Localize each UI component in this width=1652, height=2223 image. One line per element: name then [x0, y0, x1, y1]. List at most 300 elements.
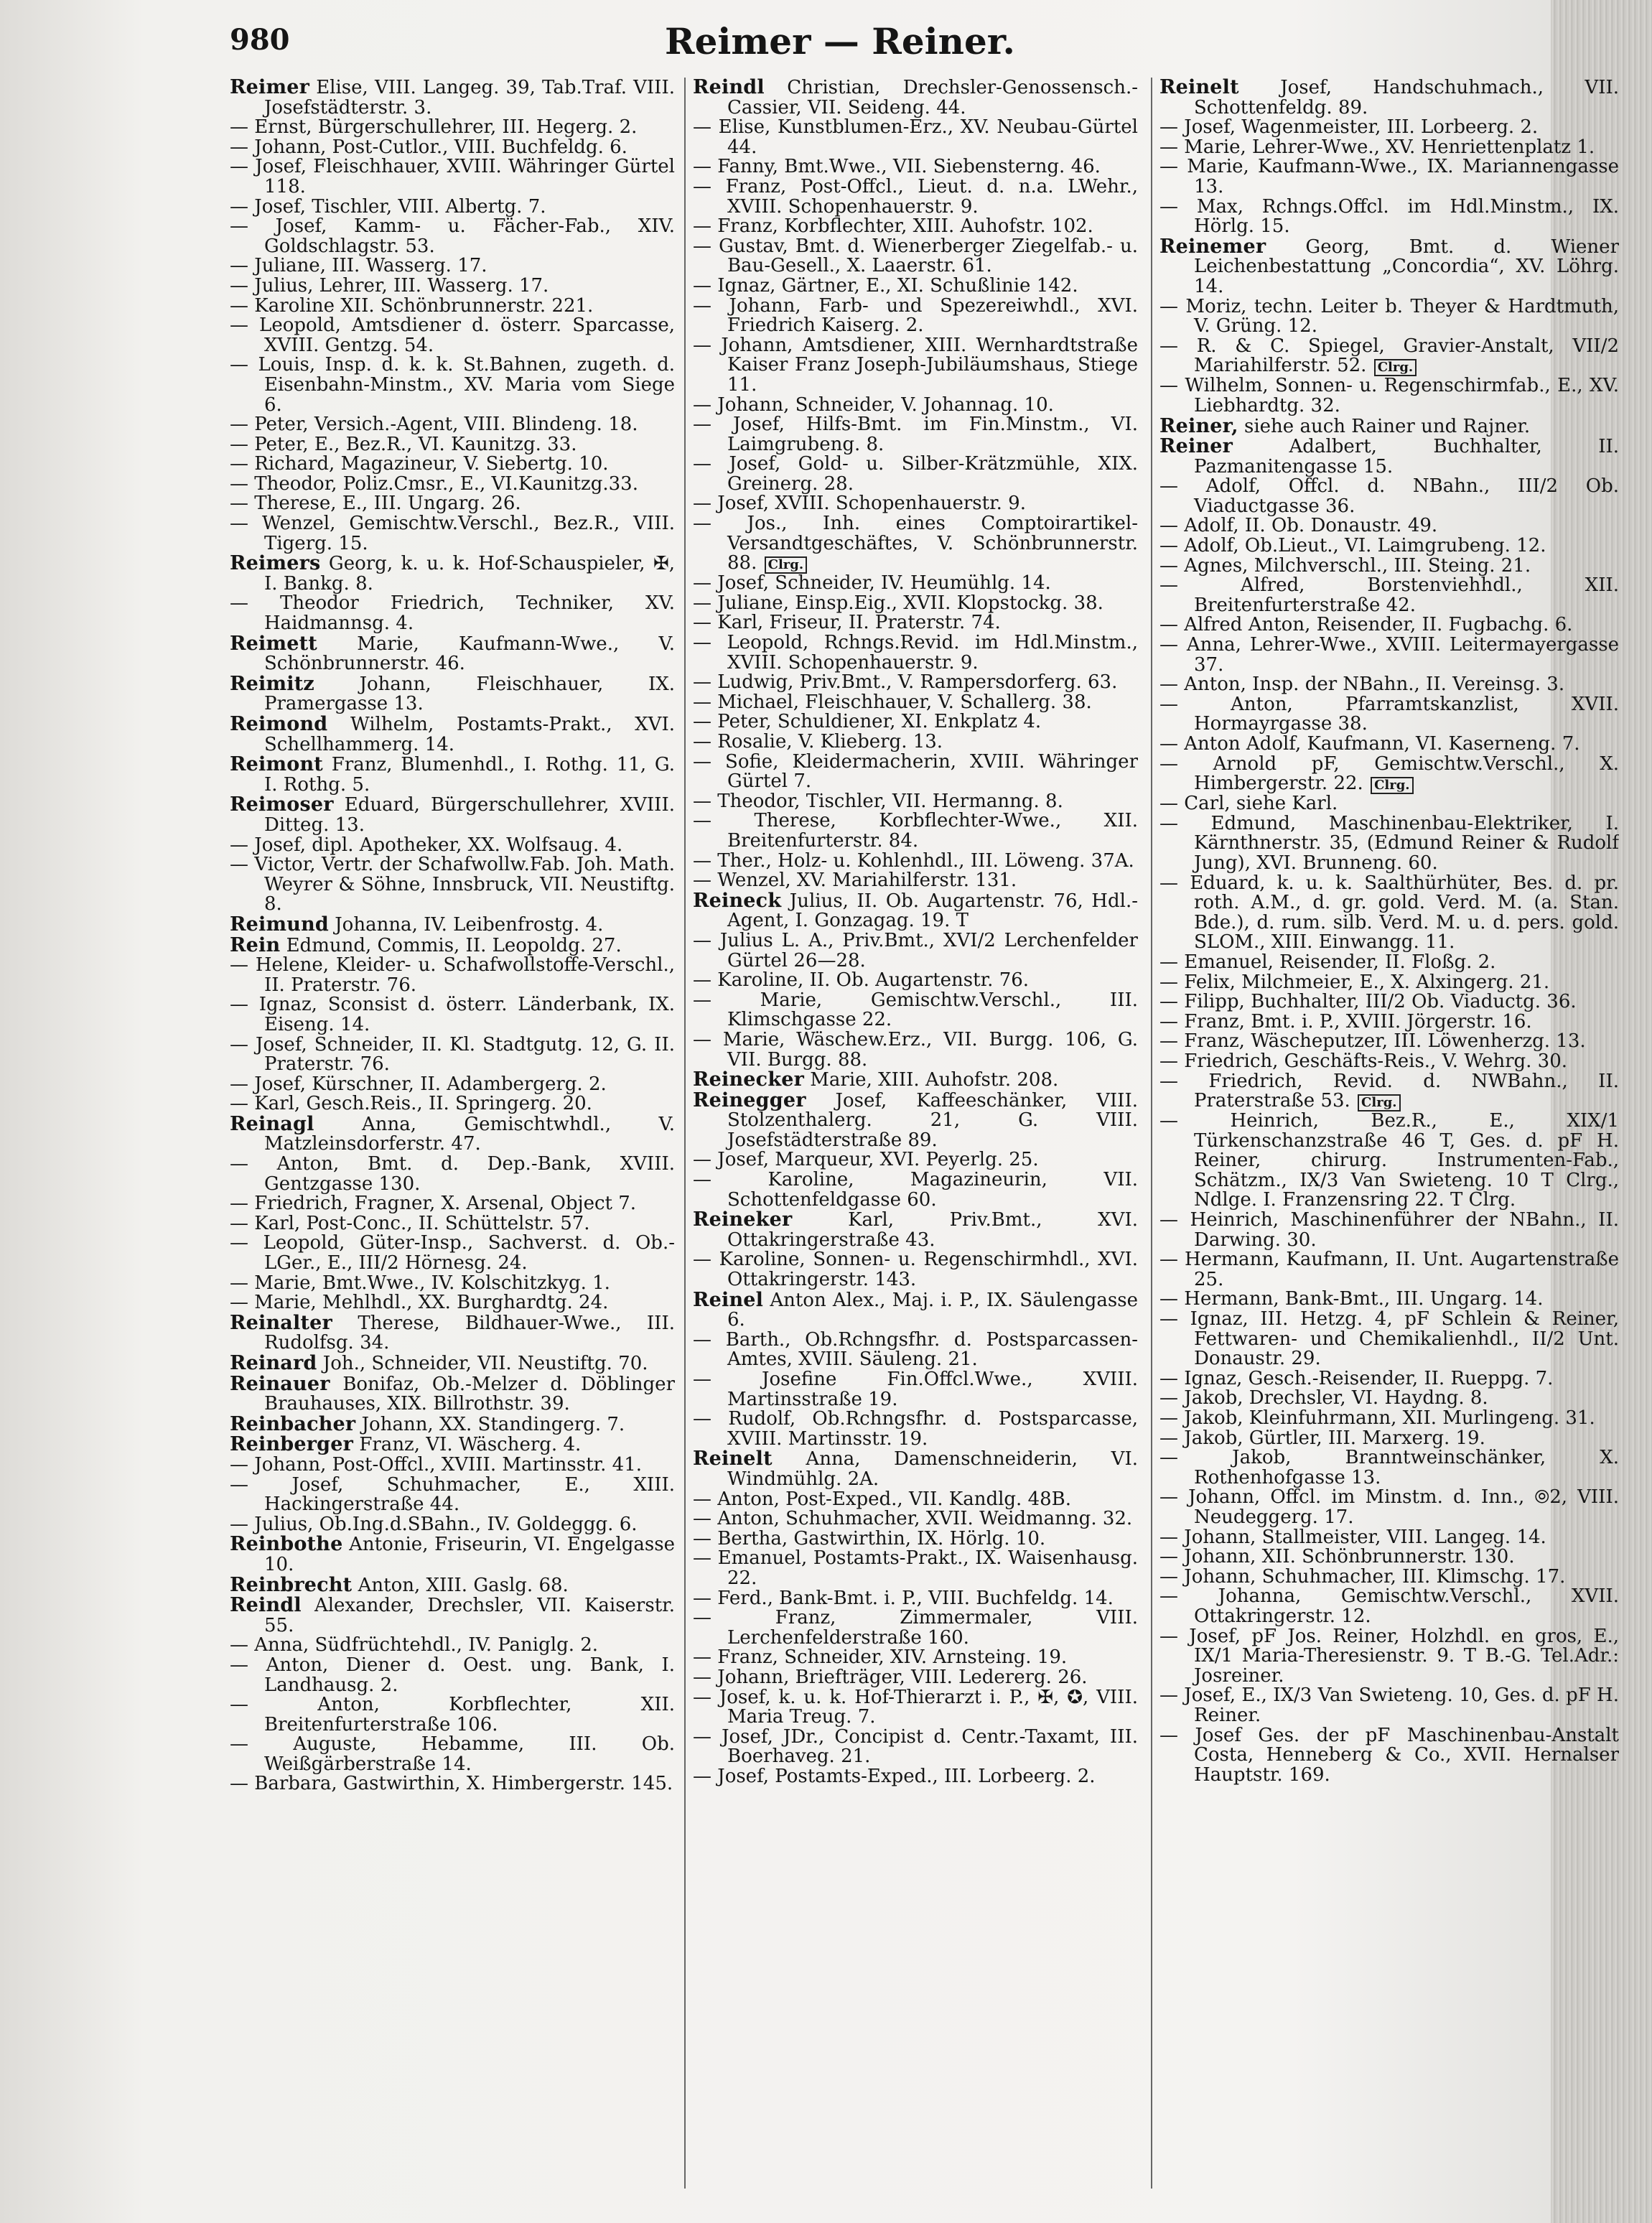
- entry-surname: Rein: [230, 933, 281, 956]
- directory-entry: [230, 554, 675, 594]
- entry-text: — Richard, Magazineur, V. Siebertg. 10.: [230, 453, 609, 475]
- directory-entry: [230, 1194, 675, 1214]
- entry-text: — Marie, Kaufmann-Wwe., IX. Mariannengasse 13.: [1159, 156, 1619, 197]
- directory-entry: [230, 472, 675, 495]
- entry-text: — Sofie, Kleidermacherin, XVIII. Währinger Gürtel 7.: [693, 750, 1138, 793]
- directory-entry: [1159, 1112, 1619, 1211]
- entry-text: — Friedrich, Fragner, X. Arsenal, Object 7.: [230, 1193, 637, 1215]
- entry-text: Christian, Drechsler-Genossensch.-Cassier, VII. Seideng. 44.: [727, 78, 1138, 118]
- directory-entry: [230, 1155, 675, 1194]
- entry-text: Karl, Priv.Bmt., XVI. Ottakringerstraße 43.: [727, 1209, 1138, 1251]
- entry-text: — Therese, Korbflechter-Wwe., XII. Breitenfurterstr. 84.: [693, 810, 1138, 852]
- entry-text: — Josef, Postamts-Exped., III. Lorbeerg. 2.: [693, 1765, 1096, 1787]
- directory-entry: [230, 78, 675, 118]
- entry-text: — Moriz, techn. Leiter b. Theyer & Hardtmuth, V. Grüng. 12.: [1159, 295, 1619, 337]
- entry-text: Elise, VIII. Langeg. 39, Tab.Traf. VIII. Josefstädterstr. 3.: [264, 78, 675, 118]
- directory-entry: [230, 1473, 675, 1516]
- entry-text: Johann, Fleischhauer, IX. Pramergasse 13.: [264, 673, 675, 715]
- entry-text: — Josef, Hilfs-Bmt. im Fin.Minstm., VI. Laimgrubeng. 8.: [693, 414, 1138, 455]
- directory-entry: [230, 355, 675, 415]
- directory-entry: [693, 1030, 1138, 1070]
- entry-text: — Josef Ges. der pF Maschinenbau-Anstalt Costa, Henneberg & Co., XVII. Hernalser Hauptstr. 169.: [1159, 1724, 1619, 1786]
- entry-text: — Johann, Schneider, V. Johannag. 10.: [693, 393, 1054, 416]
- directory-entry: [230, 836, 675, 856]
- entry-text: — Juliane, Einsp.Eig., XVII. Klopstockg. 38.: [693, 592, 1103, 614]
- directory-entry: [230, 1575, 675, 1596]
- entry-text: — Anton, Diener d. Oest. ung. Bank, I. Landhausg. 2.: [230, 1654, 675, 1696]
- directory-entry: [1159, 477, 1619, 516]
- directory-entry: [693, 613, 1138, 633]
- entry-text: — Franz, Korbflechter, XIII. Auhofstr. 102.: [693, 215, 1093, 238]
- entry-text: — Juliane, III. Wasserg. 17.: [230, 255, 487, 277]
- entry-text: — Gustav, Bmt. d. Wienerberger Ziegelfab.- u. Bau-Gesell., X. Laaerstr. 61.: [693, 235, 1138, 277]
- entry-surname: Reinagl: [230, 1112, 314, 1135]
- entry-text: — Hermann, Kaufmann, II. Unt. Augartenstraße 25.: [1159, 1249, 1619, 1290]
- entry-surname: Reinecker: [693, 1068, 805, 1091]
- directory-entry: [693, 415, 1138, 455]
- entry-text: — Adolf, Offcl. d. NBahn., III/2 Ob. Viaductgasse 36.: [1159, 475, 1619, 517]
- directory-entry: [1159, 794, 1619, 814]
- entry-text: — Jakob, Drechsler, VI. Haydng. 8.: [1159, 1387, 1488, 1409]
- entry-text: — Theodor Friedrich, Techniker, XV. Haidmannsg. 4.: [230, 592, 675, 635]
- entry-surname: Reinbacher: [230, 1412, 356, 1435]
- directory-entry: [693, 1409, 1138, 1449]
- directory-entry: [230, 256, 675, 276]
- directory-entry: [1159, 1369, 1619, 1389]
- directory-entry: [230, 714, 675, 755]
- entry-surname: Reinelt: [1159, 78, 1239, 98]
- entry-surname: Reindl: [230, 1594, 302, 1617]
- directory-entry: [1159, 536, 1619, 556]
- entry-surname: Reimont: [230, 753, 323, 776]
- directory-entry: [693, 336, 1138, 396]
- entry-surname: Reinbrecht: [230, 1573, 353, 1596]
- directory-entry: [693, 1170, 1138, 1210]
- entry-text: — Anton, Korbflechter, XII. Breitenfurterstraße 106.: [230, 1694, 675, 1735]
- directory-entry: [230, 1774, 675, 1794]
- entry-surname: Reinberger: [230, 1433, 354, 1456]
- directory-entry: [1159, 1488, 1619, 1527]
- entry-text: Franz, Blumenhdl., I. Rothg. 11, G. I. Rothg. 5.: [264, 754, 675, 796]
- entry-text: — Wenzel, Gemischtw.Verschl., Bez.R., VIII. Tigerg. 15.: [230, 513, 675, 554]
- directory-entry: [693, 712, 1138, 732]
- directory-entry: [693, 1668, 1138, 1688]
- directory-entry: [1159, 1528, 1619, 1548]
- entry-surname: Reinauer: [230, 1372, 330, 1395]
- directory-entry: [230, 514, 675, 554]
- entry-text: — Ignaz, Gesch.-Reisender, II. Rueppg. 7.: [1159, 1367, 1554, 1389]
- entry-text: — Felix, Milchmeier, E., X. Alxingerg. 21.: [1159, 971, 1550, 993]
- directory-entry: [693, 1688, 1138, 1728]
- directory-entry: [693, 673, 1138, 693]
- entry-text: — Barth., Ob.Rchngsfhr. d. Postsparcassen-Amtes, XVIII. Säuleng. 21.: [693, 1328, 1138, 1371]
- entry-surname: Reineker: [693, 1208, 793, 1231]
- entry-text: — Therese, E., III. Ungarg. 26.: [230, 493, 521, 515]
- directory-entry: [230, 594, 675, 633]
- column-2: [693, 78, 1138, 2203]
- entry-text: Alexander, Drechsler, VII. Kaiserstr. 55.: [264, 1595, 675, 1636]
- entry-text: — Karl, Friseur, II. Praterstr. 74.: [693, 612, 1001, 634]
- entry-text: — Friedrich, Geschäfts-Reis., V. Wehrg. 30.: [1159, 1050, 1568, 1072]
- directory-entry: [230, 1735, 675, 1774]
- entry-text: — Emanuel, Postamts-Prakt., IX. Waisenhausg. 22.: [693, 1547, 1138, 1589]
- entry-text: Marie, Kaufmann-Wwe., V. Schönbrunnerstr. 46.: [264, 633, 675, 675]
- clearing-badge: Clrg.: [1371, 777, 1414, 794]
- directory-entry: [693, 393, 1138, 416]
- directory-entry: [693, 1490, 1138, 1510]
- directory-entry: [230, 138, 675, 158]
- directory-entry: [230, 674, 675, 714]
- entry-text: Therese, Bildhauer-Wwe., III. Rudolfsg. 34.: [264, 1312, 675, 1354]
- entry-text: — Wilhelm, Sonnen- u. Regenschirmfab., E., XV. Liebhardtg. 32.: [1159, 375, 1619, 416]
- entry-text: — Jakob, Kleinfuhrmann, XII. Murlingeng. 31.: [1159, 1407, 1595, 1429]
- entry-text: Julius, II. Ob. Augartenstr. 76, Hdl.-Agent, I. Gonzagag. 19. T: [727, 890, 1138, 932]
- entry-text: — Josef, pF Jos. Reiner, Holzhdl. en gros, E., IX/1 Maria-Theresienstr. 9. T B.-G. Tel.Adr.: Josreiner.: [1159, 1625, 1619, 1687]
- entry-text: — Josef, Marqueur, XVI. Peyerlg. 25.: [693, 1149, 1039, 1171]
- entry-text: — Edmund, Maschinenbau-Elektriker, I. Kärnthnerstr. 35, (Edmund Reiner & Rudolf Jung), XVI. Brunneng. 60.: [1159, 812, 1619, 874]
- entry-text: — Bertha, Gastwirthin, IX. Hörlg. 10.: [693, 1527, 1046, 1549]
- entry-text: — Barbara, Gastwirthin, X. Himbergerstr. 145.: [230, 1773, 673, 1795]
- directory-entry: [1159, 437, 1619, 477]
- directory-entry: [1159, 1052, 1619, 1072]
- entry-text: — Rudolf, Ob.Rchngsfhr. d. Postsparcasse, XVIII. Martinsstr. 19.: [693, 1408, 1138, 1450]
- entry-surname: Reimitz: [230, 672, 314, 695]
- directory-entry: [693, 849, 1138, 872]
- directory-entry: [693, 494, 1138, 514]
- clearing-badge: Clrg.: [765, 556, 808, 574]
- directory-entry: [693, 1449, 1138, 1489]
- directory-entry: [230, 1455, 675, 1476]
- entry-text: Anton, XIII. Gaslg. 68.: [352, 1574, 569, 1596]
- entry-surname: Reinemer: [1159, 235, 1266, 258]
- directory-entry: [693, 1725, 1138, 1768]
- directory-entry: [1159, 992, 1619, 1012]
- entry-text: — Jakob, Branntweinschänker, X. Rothenhofgasse 13.: [1159, 1447, 1619, 1488]
- entry-text: — Hermann, Bank-Bmt., III. Ungarg. 14.: [1159, 1288, 1544, 1310]
- directory-entry: [693, 157, 1138, 177]
- column-rule: [684, 78, 686, 2189]
- directory-entry: [693, 237, 1138, 276]
- directory-entry: [693, 1549, 1138, 1588]
- entry-text: — Josef, Schneider, II. Kl. Stadtgutg. 12, G. II. Praterstr. 76.: [230, 1033, 675, 1076]
- column-rule: [1151, 78, 1152, 2189]
- entry-text: — Filipp, Buchhalter, III/2 Ob. Viaductg. 36.: [1159, 991, 1577, 1013]
- directory-entry: [1159, 1389, 1619, 1409]
- directory-entry: [230, 795, 675, 835]
- entry-text: — Alfred, Borstenviehhdl., XII. Breitenfurterstraße 42.: [1159, 574, 1619, 616]
- entry-text: — Ernst, Bürgerschullehrer, III. Hegerg. 2.: [230, 116, 638, 139]
- directory-entry: [693, 1648, 1138, 1668]
- directory-entry: [230, 157, 675, 197]
- directory-entry: [1159, 1409, 1619, 1429]
- directory-entry: [1159, 1627, 1619, 1687]
- entry-text: — Franz, Bmt. i. P., XVIII. Jörgerstr. 16.: [1159, 1010, 1532, 1033]
- entry-text: — Julius, Lehrer, III. Wasserg. 17.: [230, 274, 549, 297]
- directory-entry: [230, 995, 675, 1035]
- directory-entry: [693, 177, 1138, 217]
- clearing-badge: Clrg.: [1358, 1094, 1401, 1112]
- entry-text: — Josef, Fleischhauer, XVIII. Währinger Gürtel 118.: [230, 156, 675, 197]
- directory-entry: [1159, 1290, 1619, 1310]
- directory-entry: [1159, 576, 1619, 615]
- directory-entry: [230, 1435, 675, 1455]
- entry-text: — Johann, XII. Schönbrunnerstr. 130.: [1159, 1546, 1515, 1568]
- directory-entry: [693, 811, 1138, 851]
- directory-entry: [230, 1094, 675, 1114]
- entry-text: — Anton, Schuhmacher, XVII. Weidmanng. 32.: [693, 1508, 1133, 1530]
- entry-surname: Reimers: [230, 552, 321, 575]
- entry-text: — Leopold, Güter-Insp., Sachverst. d. Ob.-LGer., E., III/2 Hörnesg. 24.: [230, 1232, 675, 1274]
- entry-text: — Emanuel, Reisender, II. Floßg. 2.: [1159, 951, 1496, 973]
- entry-text: — Johann, Stallmeister, VIII. Langeg. 14.: [1159, 1526, 1546, 1548]
- directory-entry: [230, 1534, 675, 1575]
- entry-surname: Reinard: [230, 1352, 317, 1374]
- directory-entry: [1159, 416, 1619, 437]
- directory-entry: [693, 1509, 1138, 1529]
- directory-entry: [230, 1656, 675, 1695]
- directory-entry: [1159, 1686, 1619, 1725]
- entry-text: Josef, Handschuhmach., VII. Schottenfeldg. 89.: [1194, 78, 1619, 118]
- directory-entry: [1159, 635, 1619, 675]
- entry-text: — Josef, Schneider, IV. Heumühlg. 14.: [693, 572, 1051, 595]
- directory-entry: [1159, 237, 1619, 297]
- directory-entry: [693, 78, 1138, 118]
- directory-entry: [1159, 157, 1619, 197]
- directory-entry: [693, 1608, 1138, 1648]
- directory-entry: [230, 1695, 675, 1735]
- directory-entry: [693, 1290, 1138, 1330]
- clearing-badge: Clrg.: [1374, 359, 1417, 376]
- directory-entry: [230, 755, 675, 795]
- entry-text: — Johann, Schuhmacher, III. Klimschg. 17.: [1159, 1565, 1566, 1588]
- entry-text: — Adolf, Ob.Lieut., VI. Laimgrubeng. 12.: [1159, 535, 1546, 557]
- entry-text: — Josef, Gold- u. Silber-Krätzmühle, XIX. Greinerg. 28.: [693, 453, 1138, 495]
- entry-text: — Auguste, Hebamme, III. Ob. Weißgärberstraße 14.: [230, 1733, 675, 1775]
- running-title: Reimer — Reiner.: [665, 20, 1015, 62]
- directory-entry: [1159, 516, 1619, 536]
- directory-entry: [1159, 1726, 1619, 1786]
- entry-text: — Jakob, Gürtler, III. Marxerg. 19.: [1159, 1427, 1485, 1449]
- directory-entry: [230, 1293, 675, 1313]
- entry-text: — Peter, Versich.-Agent, VIII. Blindeng. 18.: [230, 414, 638, 436]
- entry-text: Georg, k. u. k. Hof-Schauspieler, ✠, I. Bankg. 8.: [264, 553, 675, 595]
- directory-entry: [230, 1075, 675, 1095]
- directory-entry: [230, 217, 675, 256]
- directory-entry: [230, 197, 675, 218]
- column-3: [1159, 78, 1619, 2203]
- directory-entry: [1159, 376, 1619, 416]
- directory-entry: [230, 435, 675, 455]
- directory-entry: [693, 931, 1138, 971]
- entry-surname: Reinegger: [693, 1089, 806, 1112]
- directory-entry: [693, 1529, 1138, 1549]
- directory-entry: [693, 514, 1138, 574]
- entry-text: — Josef, k. u. k. Hof-Thierarzt i. P., ✠, ✪, VIII. Maria Treug. 7.: [693, 1686, 1138, 1728]
- entry-text: — Johann, Amtsdiener, XIII. Wernhardtstraße Kaiser Franz Joseph-Jubiläumshaus, Stiege 11.: [693, 334, 1138, 396]
- entry-text: — Josef, dipl. Apotheker, XX. Wolfsaug. 4.: [230, 834, 623, 856]
- entry-text: — Johann, Farb- und Spezereiwhdl., XVI. Friedrich Kaiserg. 2.: [693, 294, 1138, 337]
- entry-surname: Reindl: [693, 78, 765, 98]
- entry-text: Georg, Bmt. d. Wiener Leichenbestattung „Concordia“, XV. Löhrg. 14.: [1194, 236, 1619, 297]
- directory-entry: [1159, 138, 1619, 158]
- entry-text: — Marie, Gemischtw.Verschl., III. Klimschgasse 22.: [693, 989, 1138, 1031]
- entry-text: — Johann, Post-Cutlor., VIII. Buchfeldg. 6.: [230, 136, 627, 158]
- directory-entry: [693, 1091, 1138, 1151]
- entry-text: — Anton, Bmt. d. Dep.-Bank, XVIII. Gentzgasse 130.: [230, 1153, 675, 1195]
- entry-text: — Carl, siehe Karl.: [1159, 793, 1338, 815]
- directory-entry: [1159, 1072, 1619, 1112]
- entry-text: — Ferd., Bank-Bmt. i. P., VIII. Buchfeldg. 14.: [693, 1587, 1114, 1609]
- directory-entry: [693, 276, 1138, 297]
- entry-surname: Reimoser: [230, 793, 334, 816]
- directory-entry: [230, 316, 675, 355]
- entry-surname: Reimett: [230, 632, 317, 655]
- directory-entry: [1159, 1310, 1619, 1369]
- directory-entry: [230, 1636, 675, 1656]
- entry-text: — Franz, Schneider, XIV. Arnsteing. 19.: [693, 1646, 1068, 1669]
- directory-entry: [230, 455, 675, 475]
- directory-entry: [230, 956, 675, 995]
- entry-text: — Johann, Briefträger, VIII. Ledererg. 26.: [693, 1666, 1088, 1688]
- directory-entry: [230, 415, 675, 435]
- entry-text: — Josef, Kürschner, II. Adambergerg. 2.: [230, 1073, 607, 1095]
- directory-entry: [1159, 1448, 1619, 1488]
- directory-entry: [1159, 752, 1619, 795]
- entry-text: — Marie, Mehlhdl., XX. Burghardtg. 24.: [230, 1292, 609, 1314]
- entry-text: Johann, XX. Standingerg. 7.: [355, 1413, 625, 1435]
- entry-text: — Louis, Insp. d. k. k. St.Bahnen, zugeth. d. Eisenbahn-Minstm., XV. Maria vom Siege 6.: [230, 354, 675, 416]
- directory-entry: [693, 1330, 1138, 1370]
- directory-entry: [1159, 337, 1619, 377]
- directory-entry: [693, 1589, 1138, 1609]
- entry-text: — Julius, Ob.Ing.d.SBahn., IV. Goldeggg. 6.: [230, 1513, 638, 1535]
- directory-entry: [1159, 197, 1619, 237]
- entry-text: — Marie, Bmt.Wwe., IV. Kolschitzkyg. 1.: [230, 1272, 610, 1294]
- directory-entry: [230, 118, 675, 138]
- directory-entry: [230, 634, 675, 674]
- directory-entry: [693, 1210, 1138, 1250]
- entry-surname: Reinbothe: [230, 1533, 343, 1556]
- directory-entry: [230, 1595, 675, 1636]
- entry-text: Johanna, IV. Leibenfrostg. 4.: [328, 913, 604, 936]
- directory-entry: [693, 118, 1138, 157]
- entry-text: — Anna, Lehrer-Wwe., XVIII. Leitermayergasse 37.: [1159, 634, 1619, 676]
- entry-text: — Peter, Schuldiener, XI. Enkplatz 4.: [693, 711, 1042, 733]
- entry-text: — Johann, Post-Offcl., XVIII. Martinsstr. 41.: [230, 1453, 643, 1476]
- directory-entry: [693, 1070, 1138, 1091]
- directory-entry: [693, 455, 1138, 494]
- entry-text: — Ignaz, Gärtner, E., XI. Schußlinie 142.: [693, 274, 1078, 297]
- directory-entry: [1159, 1211, 1619, 1250]
- directory-entry: [693, 594, 1138, 614]
- entry-text: Anna, Gemischtwhdl., V. Matzleinsdorferstr. 47.: [264, 1113, 675, 1155]
- entry-text: — Anton, Insp. der NBahn., II. Vereinsg. 3.: [1159, 674, 1565, 696]
- entry-text: — Heinrich, Bez.R., E., XIX/1 Türkenschanzstraße 46 T, Ges. d. pF H. Reiner, chirurg. Instrumenten-Fab., Schätzm., IX/3 Van Swieteng. 10 T Clrg., Ndlge. I. Franzensring 22. T Clrg.: [1159, 1110, 1619, 1211]
- entry-surname: Reimund: [230, 913, 329, 936]
- entry-text: — Leopold, Amtsdiener d. österr. Sparcasse, XVIII. Gentzg. 54.: [230, 314, 675, 356]
- entry-text: — Julius L. A., Priv.Bmt., XVI/2 Lerchenfelder Gürtel 26—28.: [693, 929, 1138, 971]
- entry-text: — Anton Adolf, Kaufmann, VI. Kaserneng. 7.: [1159, 733, 1580, 755]
- directory-entry: [1159, 675, 1619, 695]
- directory-entry: [693, 891, 1138, 931]
- entry-text: — Josef, XVIII. Schopenhauerstr. 9.: [693, 493, 1026, 515]
- entry-text: — Friedrich, Revid. d. NWBahn., II. Praterstraße 53.: [1159, 1070, 1619, 1112]
- directory-entry: [693, 633, 1138, 673]
- entry-text: — Karoline XII. Schönbrunnerstr. 221.: [230, 294, 594, 317]
- entry-text: — R. & C. Spiegel, Gravier-Anstalt, VII/2 Mariahilferstr. 52.: [1159, 335, 1619, 377]
- entry-text: Edmund, Commis, II. Leopoldg. 27.: [280, 934, 622, 956]
- directory-entry: [1159, 118, 1619, 138]
- directory-entry: [230, 1035, 675, 1075]
- directory-entry: [1159, 1032, 1619, 1052]
- entry-text: — Ignaz, Sconsist d. österr. Länderbank, IX. Eiseng. 14.: [230, 994, 675, 1035]
- directory-entry: [1159, 874, 1619, 953]
- entry-text: — Karoline, II. Ob. Augartenstr. 76.: [693, 969, 1030, 992]
- directory-entry: [693, 1767, 1138, 1787]
- directory-entry: [230, 1114, 675, 1155]
- entry-surname: Reimer: [230, 78, 310, 98]
- directory-entry: [1159, 297, 1619, 337]
- directory-entry: [693, 1250, 1138, 1290]
- entry-text: Eduard, Bürgerschullehrer, XVIII. Ditteg. 13.: [264, 794, 675, 836]
- entry-text: — Max, Rchngs.Offcl. im Hdl.Minstm., IX. Hörlg. 15.: [1159, 195, 1619, 238]
- entry-text: — Helene, Kleider- u. Schafwollstoffe-Verschl., II. Praterstr. 76.: [230, 954, 675, 996]
- directory-entry: [230, 915, 675, 936]
- directory-entry: [693, 217, 1138, 237]
- entry-text: — Theodor, Poliz.Cmsr., E., VI.Kaunitzg.33.: [230, 472, 638, 495]
- entry-text: — Alfred Anton, Reisender, II. Fugbachg. 6.: [1159, 614, 1573, 636]
- directory-entry: [230, 933, 675, 956]
- entry-text: — Adolf, II. Ob. Donaustr. 49.: [1159, 515, 1438, 537]
- entry-text: — Karl, Post-Conc., II. Schüttelstr. 57.: [230, 1212, 590, 1234]
- directory-entry: [693, 1150, 1138, 1170]
- entry-text: — Rosalie, V. Klieberg. 13.: [693, 731, 943, 752]
- directory-entry: [230, 1313, 675, 1353]
- entry-text: — Ignaz, III. Hetzg. 4, pF Schlein & Reiner, Fettwaren- und Chemikalienhdl., II/2 Unt. Donaustr. 29.: [1159, 1308, 1619, 1370]
- directory-entry: [693, 871, 1138, 891]
- entry-text: — Karoline, Magazineurin, VII. Schottenfeldgasse 60.: [693, 1169, 1138, 1211]
- entry-text: — Josef, Schuhmacher, E., XIII. Hackingerstraße 44.: [230, 1473, 675, 1516]
- entry-text: Bonifaz, Ob.-Melzer d. Döblinger Brauhauses, XIX. Billrothstr. 39.: [264, 1373, 675, 1415]
- entry-text: Anna, Damenschneiderin, VI. Windmühlg. 2A.: [727, 1448, 1138, 1490]
- entry-text: — Johann, Offcl. im Minstm. d. Inn., ⦾2, VIII. Neudeggerg. 17.: [1159, 1486, 1619, 1528]
- entry-surname: Reineck: [693, 889, 782, 912]
- entry-surname: Reinel: [693, 1288, 764, 1311]
- entry-text: — Peter, E., Bez.R., VI. Kaunitzg. 33.: [230, 433, 577, 455]
- page-header: [230, 20, 1414, 70]
- directory-entry: [693, 693, 1138, 713]
- entry-text: — Franz, Wäscheputzer, III. Löwenherzg. 13.: [1159, 1030, 1586, 1053]
- entry-text: — Anton, Pfarramtskanzlist, XVII. Hormayrgasse 38.: [1159, 693, 1619, 735]
- entry-text: — Franz, Zimmermaler, VIII. Lerchenfelderstraße 160.: [693, 1607, 1138, 1649]
- entry-surname: Reimond: [230, 713, 328, 735]
- entry-text: — Marie, Wäschew.Erz., VII. Burgg. 106, G. VII. Burgg. 88.: [693, 1028, 1138, 1071]
- directory-entry: [1159, 556, 1619, 577]
- directory-entry: [230, 276, 675, 297]
- directory-entry: [230, 1234, 675, 1273]
- directory-entry: [1159, 953, 1619, 973]
- entry-text: — Josef, E., IX/3 Van Swieteng. 10, Ges. d. pF H. Reiner.: [1159, 1684, 1619, 1726]
- entry-text: — Marie, Lehrer-Wwe., XV. Henriettenplatz 1.: [1159, 136, 1595, 158]
- entry-text: — Victor, Vertr. der Schafwollw.Fab. Joh. Math. Weyrer & Söhne, Innsbruck, VII. Neustiftg. 8.: [230, 854, 675, 915]
- directory-entry: [230, 494, 675, 514]
- directory-entry: [230, 855, 675, 915]
- entry-text: Wilhelm, Postamts-Prakt., XVI. Schellhammerg. 14.: [264, 714, 675, 755]
- entry-text: — Anton, Post-Exped., VII. Kandlg. 48B.: [693, 1488, 1072, 1510]
- entry-text: — Arnold pF, Gemischtw.Verschl., X. Himbergerstr. 22.: [1159, 752, 1619, 795]
- directory-entry: [693, 792, 1138, 812]
- entry-text: Josef, Kaffeeschänker, VIII. Stolzenthalerg. 21, G. VIII. Josefstädterstraße 89.: [727, 1089, 1138, 1151]
